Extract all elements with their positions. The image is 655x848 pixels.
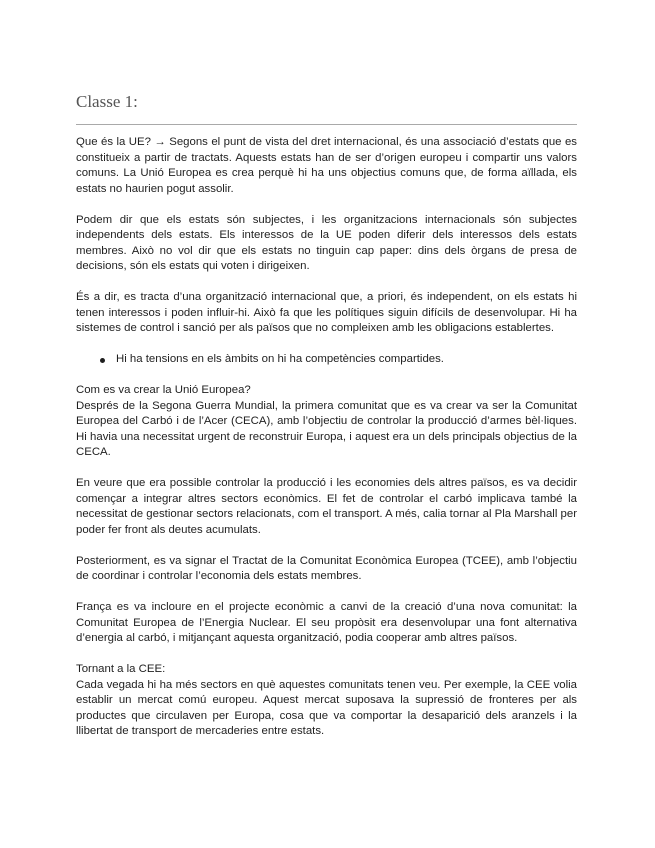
section-heading: Tornant a la CEE:	[76, 663, 166, 675]
paragraph: És a dir, es tracta d’una organització internacional que, a priori, és independent, on els estats hi tenen interessos i poden influir-hi. Això fa que les polítiques siguin difícils de desenvolupar. Hi ha sistemes de control i sanció per als països que no compleixen amb les obligacions establertes.	[76, 291, 577, 334]
paragraph: França es va incloure en el projecte econòmic a canvi de la creació d’una nova comunitat: la Comunitat Europea de l’Energia Nuclear. El seu propòsit era desenvolupar una font alternativa d’energia al carbó, i mitjançant aquesta organització, podia cooperar amb altres països.	[76, 601, 577, 644]
paragraph: Després de la Segona Guerra Mundial, la primera comunitat que es va crear va ser la Comunitat Europea del Carbó i de l’Acer (CECA), amb l’objectiu de controlar la producció d’armes bèl·liques. Hi havia una necessitat urgent de reconstruir Europa, i aquest era un dels principals objectius de la CECA.	[76, 399, 577, 458]
paragraph: Posteriorment, es va signar el Tractat de la Comunitat Econòmica Europea (TCEE), amb l’objectiu de coordinar i controlar l’economia dels estats membres.	[76, 554, 577, 582]
paragraph: En veure que era possible controlar la producció i les economies dels altres països, es va decidir començar a integrar altres sectors econòmics. El fet de controlar el carbó implicava també la necessitat de gestionar sectors relacionats, com el transport. A més, calia tornar al Pla Marshall per poder fer front als deutes acumulats.	[76, 477, 577, 536]
bullet-item: Hi ha tensions en els àmbits on hi ha competències compartides.	[100, 352, 577, 368]
bullet-list	[76, 352, 577, 368]
title-divider	[76, 124, 577, 125]
section-heading: Com es va crear la Unió Europea?	[76, 384, 251, 396]
paragraph: Que és la UE? → Segons el punt de vista del dret internacional, és una associació d’estats que es constitueix a partir de tractats. Aquests estats han de ser d’origen europeu i compartir uns valors comuns. La Unió Europea es crea perquè hi ha uns objectius comuns que, de forma aïllada, els estats no haurien pogut assolir.	[76, 136, 577, 195]
document-body	[76, 135, 577, 755]
paragraph: Podem dir que els estats són subjectes, i les organitzacions internacionals són subjectes independents dels estats. Els interessos de la UE poden diferir dels interessos dels estats membres. Això no vol dir que els estats no tinguin cap paper: dins dels òrgans de presa de decisions, són els estats qui voten i dirigeixen.	[76, 213, 577, 272]
paragraph: Cada vegada hi ha més sectors en què aquestes comunitats tenen veu. Per exemple, la CEE volia establir un mercat comú europeu. Aquest mercat suposava la supressió de fronteres per als productes que circulaven per Europa, cosa que va comportar la desaparició dels aranzels i la llibertat de transport de mercaderies entre estats.	[76, 678, 577, 737]
page-title: Classe 1:	[76, 92, 138, 111]
